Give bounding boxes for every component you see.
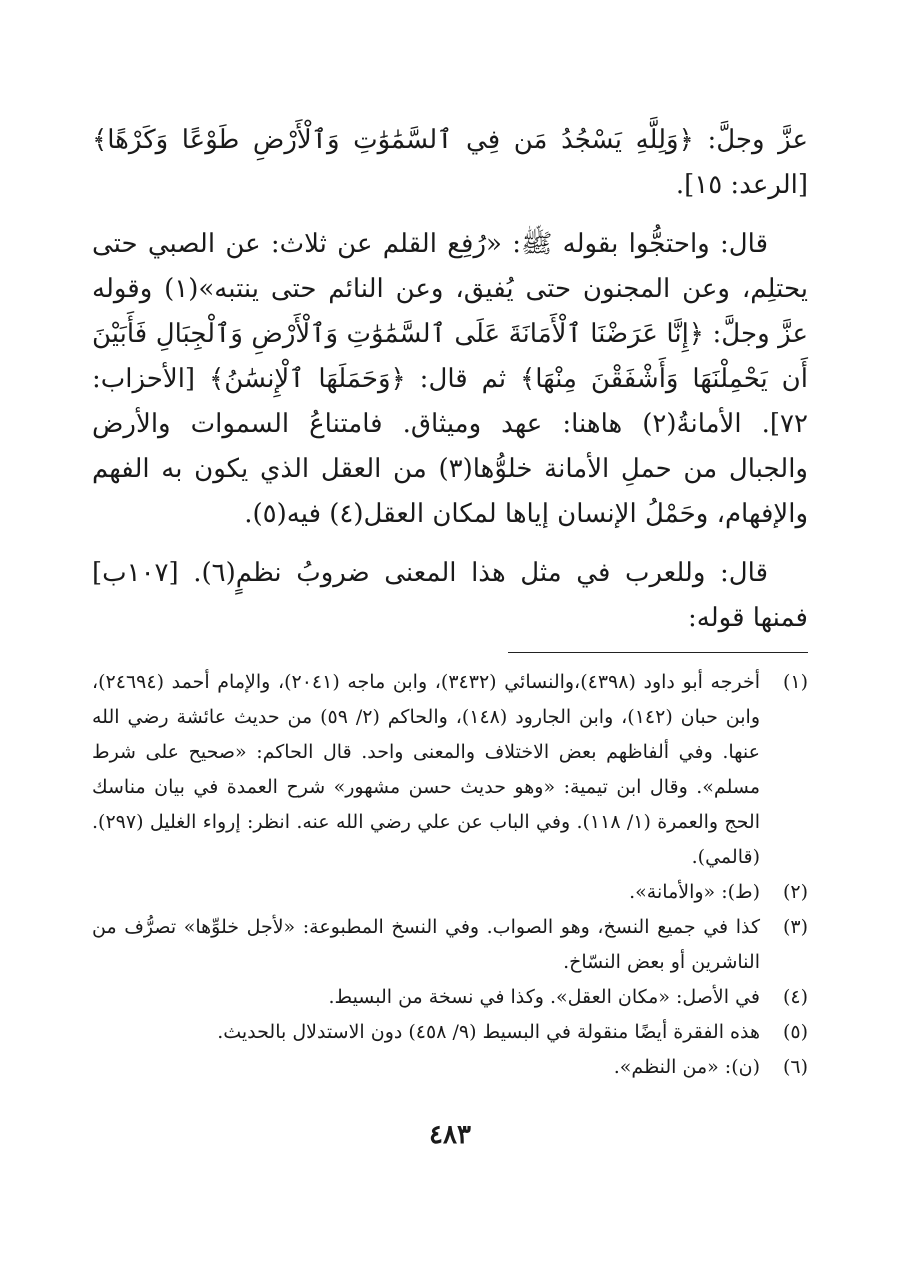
footnote-4 [92,980,808,1015]
footnote-text: كذا في جميع النسخ، وهو الصواب. وفي النسخ المطبوعة: «لأجل خلوِّها» تصرُّف من الناشرين أو بعض النسّاخ. [92,916,760,973]
footnote-number: (٣) [782,916,808,938]
paragraph-1: عزَّ وجلَّ: ﴿وَلِلَّهِ يَسْجُدُ مَن فِي ٱلسَّمَٰوَٰتِ وَٱلْأَرْضِ طَوْعًا وَكَرْهًا﴾ [الرعد: ١٥]. [92,125,808,200]
footnote-5 [92,1015,808,1050]
footnote-text: هذه الفقرة أيضًا منقولة في البسيط (٩/ ٤٥٨) دون الاستدلال بالحديث. [217,1021,760,1043]
footnote-3 [92,910,808,980]
footnote-text: أخرجه أبو داود (٤٣٩٨)،والنسائي (٣٤٣٢)، وابن ماجه (٢٠٤١)، والإمام أحمد (٢٤٦٩٤)، وابن حبان (١٤٢)، وابن الجارود (١٤٨)، والحاكم (٢/ ٥٩) من حديث عائشة رضي الله عنها. وفي ألفاظهم بعض الاختلاف والمعنى واحد. قال الحاكم: «صحيح على شرط مسلم». وقال ابن تيمية: «وهو حديث حسن مشهور» شرح العمدة في بيان مناسك الحج والعمرة (١/ ١١٨). وفي الباب عن علي رضي الله عنه. انظر: إرواء الغليل (٢٩٧). (قالمي). [92,671,761,868]
footnote-number: (٦) [782,1056,808,1078]
footnote-2 [92,875,808,910]
footnote-number: (٢) [782,881,808,903]
footnotes [92,665,808,1085]
page-number: ٤٨٣ [429,1120,471,1150]
footnote-number: (١) [782,671,808,693]
main-text [92,118,808,655]
paragraph-2: قال: واحتجُّوا بقوله ﷺ: «رُفِع القلم عن ثلاث: عن الصبي حتى يحتلِم، وعن المجنون حتى يُفيق، وعن النائم حتى ينتبه»(١) وقوله عزَّ وجلَّ: ﴿إِنَّا عَرَضْنَا ٱلْأَمَانَةَ عَلَى ٱلسَّمَٰوَٰتِ وَٱلْأَرْضِ وَٱلْجِبَالِ فَأَبَيْنَ أَن يَحْمِلْنَهَا وَأَشْفَقْنَ مِنْهَا﴾ ثم قال: ﴿وَحَمَلَهَا ٱلْإِنسَٰنُ﴾ [الأحزاب: ٧٢]. الأمانةُ(٢) هاهنا: عهد وميثاق. فامتناعُ السموات والأرض والجبال من حملِ الأمانة خلوُّها(٣) من العقل الذي يكون به الفهم والإفهام، وحَمْلُ الإنسان إياها لمكان العقل(٤) فيه(٥). [92,229,809,529]
paragraph-3: قال: وللعرب في مثل هذا المعنى ضروبُ نظمٍ(٦). [١٠٧ب] فمنها قوله: [92,558,808,633]
footnote-number: (٤) [782,986,808,1008]
footnote-1 [92,665,808,875]
footnote-number: (٥) [782,1021,808,1043]
footnote-separator [508,652,808,653]
footnote-text: في الأصل: «مكان العقل». وكذا في نسخة من البسيط. [328,986,760,1008]
footnote-text: (ن): «من النظم». [613,1056,760,1078]
footnote-text: (ط): «والأمانة». [629,881,760,903]
footnote-6 [92,1050,808,1085]
